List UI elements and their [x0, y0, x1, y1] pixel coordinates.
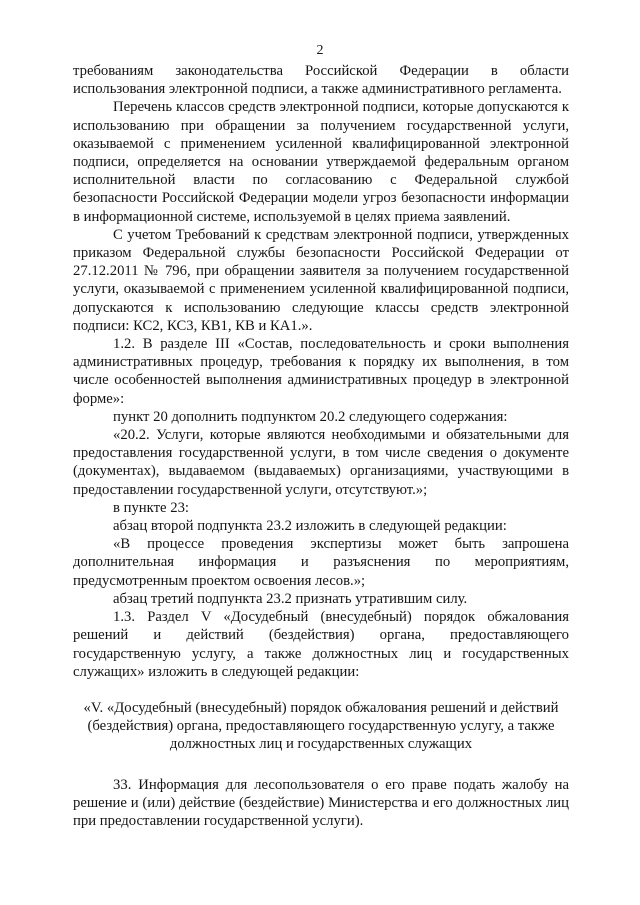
paragraph-section-v: 1.3. Раздел V «Досудебный (внесудебный) порядок обжалования решений и действий (бездействия) органа, предоставляющего государственную услугу, а также должностных лиц и государственных служащих» изложить в следующей редакции:	[73, 609, 569, 680]
paragraph-item-23-2-second: абзац второй подпункта 23.2 изложить в следующей редакции:	[113, 518, 507, 535]
paragraph-expertise-quote: «В процессе проведения экспертизы может быть запрошена дополнительная информация и разъяснения по мероприятиям, предусмотренным проектом освоения лесов.»;	[73, 536, 569, 589]
spacer	[73, 754, 569, 776]
paragraph-item-20-2: «20.2. Услуги, которые являются необходимыми и обязательными для предоставления государственной услуги, в том числе сведения о документе (документах), выдаваемом (выдаваемых) организациями, участвующими в предоставлении государственной услуги, отсутствуют.»;	[73, 427, 569, 498]
section-v-heading: «V. «Досудебный (внесудебный) порядок обжалования решений и действий (бездействия) органа, предоставляющего государственную услугу, а также должностных лиц и государственных служащих	[83, 699, 559, 753]
spacer	[73, 681, 569, 699]
paragraph-item-23-2-third: абзац третий подпункта 23.2 признать утратившим силу.	[113, 590, 468, 607]
paragraph-fsb-requirements: С учетом Требований к средствам электронной подписи, утвержденных приказом Федеральной службы безопасности Российской Федерации от 27.12.2011 № 796, при обращении заявителя за получением государственной услуги, оказываемой с применением усиленной квалифицированной подписи, допускаются к использованию следующие классы средств электронной подписи: КС2, КС3, КВ1, КВ и КА1.».	[73, 226, 569, 334]
paragraph-section-iii: 1.2. В разделе III «Состав, последовательность и сроки выполнения административных процедур, требования к порядку их выполнения, в том числе особенностей выполнения административных процедур в электронной форме»:	[73, 336, 569, 407]
document-body	[73, 62, 569, 830]
paragraph-continuation: требованиям законодательства Российской Федерации в области использования электронной подписи, а также административного регламента.	[73, 63, 569, 98]
page-number: 2	[316, 43, 324, 58]
paragraph-item-23: в пункте 23:	[113, 499, 189, 516]
paragraph-item-20: пункт 20 дополнить подпунктом 20.2 следующего содержания:	[113, 408, 508, 425]
paragraph-signature-classes: Перечень классов средств электронной подписи, которые допускаются к использованию при обращении за получением государственной услуги, оказываемой с применением усиленной квалифицированной электронной подписи, определяется на основании утверждаемой федеральным органом исполнительной власти по согласованию с Федеральной службой безопасности Российской Федерации модели угроз безопасности информации в информационной системе, используемой в целях приема заявлений.	[73, 99, 569, 225]
paragraph-item-33: 33. Информация для лесопользователя о его праве подать жалобу на решение и (или) действие (бездействие) Министерства и его должностных лиц при предоставлении государственной услуги).	[73, 776, 569, 829]
